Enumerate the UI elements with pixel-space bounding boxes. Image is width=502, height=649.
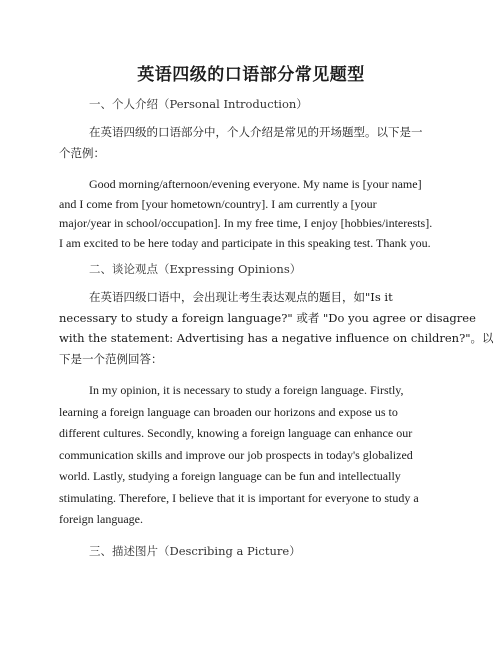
page-title: 英语四级的口语部分常见题型 xyxy=(137,65,365,85)
section-intro-personal-introduction xyxy=(59,122,429,164)
text-line: foreign language. xyxy=(59,512,143,526)
example-personal-introduction xyxy=(59,175,433,253)
text-line: Good morning/afternoon/evening everyone. My name is [your name] xyxy=(89,177,422,191)
example-expressing-opinions xyxy=(59,380,429,531)
text-line: learning a foreign language can broaden our horizons and expose us to xyxy=(59,404,398,419)
section-heading-describing-a-picture: 三、描述图片（Describing a Picture） xyxy=(89,544,301,558)
text-line: with the statement: Advertising has a negative influence on children?"。以 xyxy=(59,331,494,345)
text-line: stimulating. Therefore, I believe that it is important for everyone to study a xyxy=(59,490,419,505)
text-line: necessary to study a foreign language?" 或者 "Do you agree or disagree xyxy=(59,310,476,325)
text-line: 在英语四级的口语部分中，个人介绍是常见的开场题型。以下是一 xyxy=(89,125,423,139)
text-line: In my opinion, it is necessary to study a foreign language. Firstly, xyxy=(89,383,404,397)
text-line: 在英语四级口语中，会出现让考生表达观点的题目，如"Is it xyxy=(89,290,393,304)
section-intro-expressing-opinions xyxy=(59,287,494,369)
section-heading-expressing-opinions: 二、谈论观点（Expressing Opinions） xyxy=(89,262,302,276)
text-line: communication skills and improve our job prospects in today's globalized xyxy=(59,447,413,462)
text-line: and I come from [your hometown/country]. I am currently a [your xyxy=(59,196,377,211)
text-line: 个范例： xyxy=(59,146,105,160)
text-line: I am excited to be here today and participate in this speaking test. Thank you. xyxy=(59,235,431,250)
text-line: different cultures. Secondly, knowing a foreign language can enhance our xyxy=(59,426,413,440)
text-line: 下是一个范例回答： xyxy=(59,351,163,366)
text-line: world. Lastly, studying a foreign language can be fun and intellectually xyxy=(59,469,401,483)
section-heading-personal-introduction: 一、个人介绍（Personal Introduction） xyxy=(89,97,308,111)
text-line: major/year in school/occupation]. In my free time, I enjoy [hobbies/interests]. xyxy=(59,216,433,230)
